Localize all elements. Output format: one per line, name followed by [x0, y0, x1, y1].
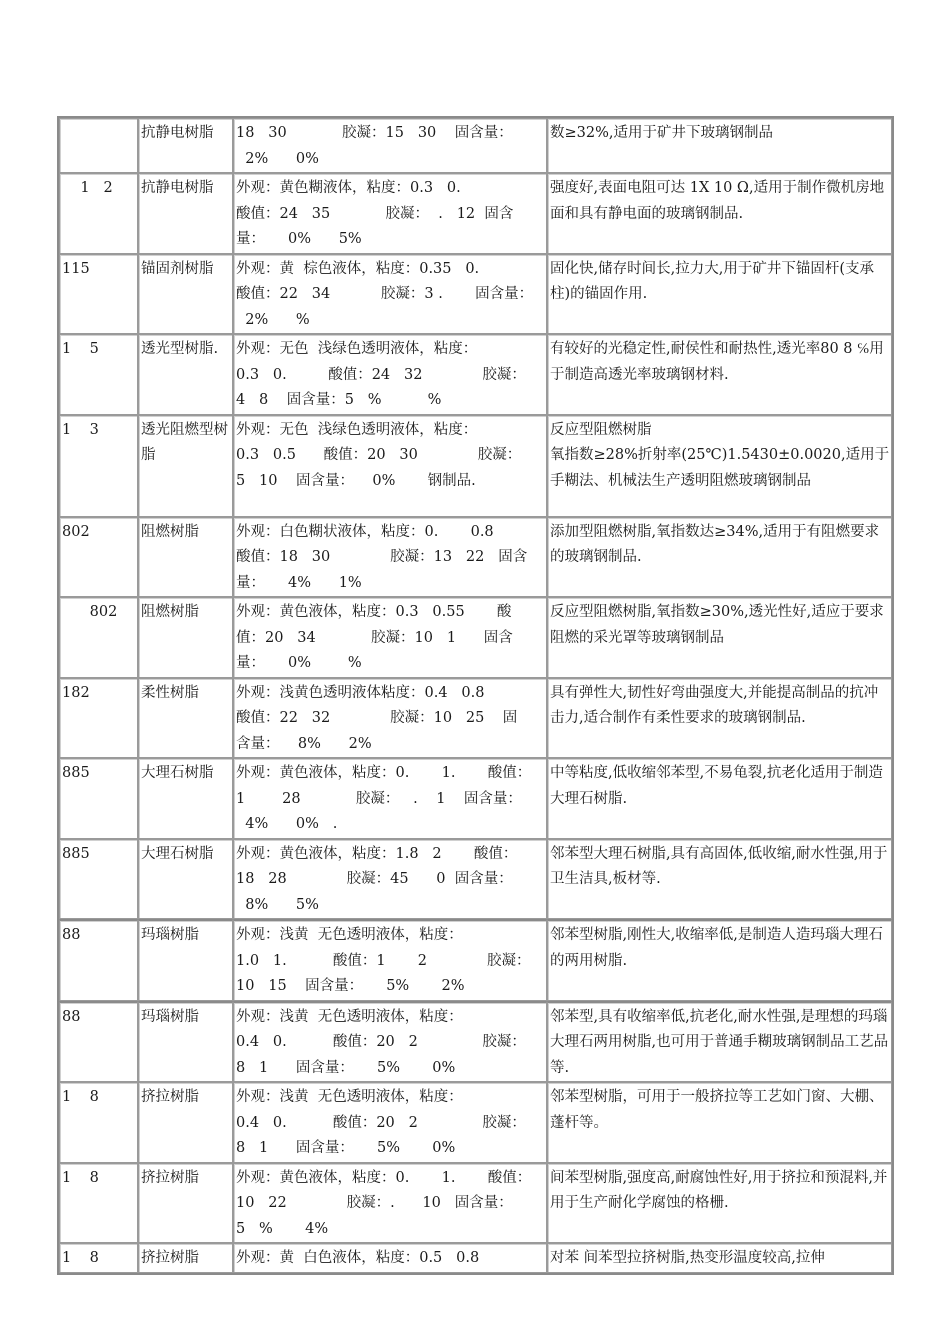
- table-row: [59, 1082, 892, 1163]
- table-row: [59, 678, 892, 759]
- spec-cell: 外观：黄 棕色液体，粘度：0.35 0. 酸值：22 34 胶凝：3 . 固含量： 2% %: [233, 254, 547, 335]
- resin-name-cell: 挤拉树脂: [138, 1243, 233, 1273]
- table-row: [59, 334, 892, 415]
- description-cell: 固化快,储存时间长,拉力大,用于矿井下锚固杆(支承柱)的锚固作用.: [547, 254, 892, 335]
- description-cell: 邻苯型树脂,刚性大,收缩率低,是制造人造玛瑙大理石的两用树脂.: [547, 919, 892, 1001]
- spec-cell: 外观：黄 白色液体，粘度：0.5 0.8: [233, 1243, 547, 1273]
- model-code-cell: 1 8: [59, 1082, 138, 1163]
- resin-name-cell: 阻燃树脂: [138, 597, 233, 678]
- description-cell: 强度好,表面电阻可达 1X 10 Ω,适用于制作微机房地面和具有静电面的玻璃钢制品.: [547, 173, 892, 254]
- description-cell: 具有弹性大,韧性好弯曲强度大,并能提高制品的抗冲击力,适合制作有柔性要求的玻璃钢制品.: [547, 678, 892, 759]
- resin-name-cell: 挤拉树脂: [138, 1163, 233, 1244]
- description-cell: 邻苯型树脂，可用于一般挤拉等工艺如门窗、大棚、蓬杆等。: [547, 1082, 892, 1163]
- spec-cell: 18 30 胶凝：15 30 固含量： 2% 0%: [233, 118, 547, 173]
- model-code-cell: 1 5: [59, 334, 138, 415]
- model-code-cell: 1 2: [59, 173, 138, 254]
- resin-name-cell: 锚固剂树脂: [138, 254, 233, 335]
- spec-cell: 外观：浅黄 无色透明液体，粘度： 1.0 1. 酸值：1 2 胶凝： 10 15 固含量： 5% 2%: [233, 919, 547, 1001]
- spec-cell: 外观：黄色液体，粘度：1.8 2 酸值： 18 28 胶凝：45 0 固含量： 8% 5%: [233, 839, 547, 920]
- resin-name-cell: 透光阻燃型树脂: [138, 415, 233, 517]
- spec-cell: 外观：黄色液体，粘度：0. 1. 酸值： 1 28 胶凝： . 1 固含量： 4% 0% .: [233, 758, 547, 839]
- spec-cell: 外观：浅黄色透明液体粘度：0.4 0.8 酸值：22 32 胶凝：10 25 固 含量： 8% 2%: [233, 678, 547, 759]
- table-row: [59, 597, 892, 678]
- model-code-cell: 115: [59, 254, 138, 335]
- spec-cell: 外观：无色 浅绿色透明液体，粘度： 0.3 0.5 酸值：20 30 胶凝： 5 10 固含量： 0% 钢制品.: [233, 415, 547, 517]
- description-cell: 数≥32%,适用于矿井下玻璃钢制品: [547, 118, 892, 173]
- table-row: [59, 517, 892, 598]
- description-cell: 添加型阻燃树脂,氧指数达≥34%,适用于有阻燃要求的玻璃钢制品.: [547, 517, 892, 598]
- spec-cell: 外观：黄色糊液体，粘度：0.3 0. 酸值：24 35 胶凝： . 12 固含 量： 0% 5%: [233, 173, 547, 254]
- table-row: [59, 254, 892, 335]
- resin-name-cell: 挤拉树脂: [138, 1082, 233, 1163]
- table-row: [59, 118, 892, 173]
- model-code-cell: 802: [59, 517, 138, 598]
- table-row: [59, 415, 892, 517]
- model-code-cell: 182: [59, 678, 138, 759]
- model-code-cell: 1 3: [59, 415, 138, 517]
- spec-cell: 外观：黄色液体，粘度：0.3 0.55 酸 值：20 34 胶凝：10 1 固含 量： 0% %: [233, 597, 547, 678]
- spec-cell: 外观：浅黄 无色透明液体，粘度： 0.4 0. 酸值：20 2 胶凝： 8 1 固含量： 5% 0%: [233, 1082, 547, 1163]
- description-cell: 反应型阻燃树脂 氧指数≥28%折射率(25℃)1.5430±0.0020,适用于手糊法、机械法生产透明阻燃玻璃钢制品: [547, 415, 892, 517]
- resin-name-cell: 抗静电树脂: [138, 118, 233, 173]
- resin-name-cell: 柔性树脂: [138, 678, 233, 759]
- model-code-cell: 885: [59, 839, 138, 920]
- description-cell: 有较好的光稳定性,耐侯性和耐热性,透光率80 8 ℅用于制造高透光率玻璃钢材料.: [547, 334, 892, 415]
- spec-cell: 外观：浅黄 无色透明液体，粘度： 0.4 0. 酸值：20 2 胶凝： 8 1 固含量： 5% 0%: [233, 1001, 547, 1083]
- description-cell: 间苯型树脂,强度高,耐腐蚀性好,用于挤拉和预混料,并用于生产耐化学腐蚀的格栅.: [547, 1163, 892, 1244]
- table-row: [59, 1001, 892, 1083]
- description-cell: 反应型阻燃树脂,氧指数≥30%,透光性好,适应于要求阻燃的采光罩等玻璃钢制品: [547, 597, 892, 678]
- model-code-cell: 885: [59, 758, 138, 839]
- resin-name-cell: 大理石树脂: [138, 839, 233, 920]
- description-cell: 对苯 间苯型拉挤树脂,热变形温度较高,拉伸: [547, 1243, 892, 1273]
- resin-spec-table: [57, 116, 894, 1275]
- model-code-cell: 1 8: [59, 1243, 138, 1273]
- spec-cell: 外观：无色 浅绿色透明液体，粘度： 0.3 0. 酸值：24 32 胶凝： 4 8 固含量：5 % %: [233, 334, 547, 415]
- table-row: [59, 173, 892, 254]
- table-row: [59, 919, 892, 1001]
- model-code-cell: 1 8: [59, 1163, 138, 1244]
- model-code-cell: 802: [59, 597, 138, 678]
- description-cell: 邻苯型大理石树脂,具有高固体,低收缩,耐水性强,用于卫生洁具,板材等.: [547, 839, 892, 920]
- resin-name-cell: 抗静电树脂: [138, 173, 233, 254]
- model-code-cell: [59, 118, 138, 173]
- spec-cell: 外观：白色糊状液体，粘度：0. 0.8 酸值：18 30 胶凝：13 22 固含 量： 4% 1%: [233, 517, 547, 598]
- model-code-cell: 88: [59, 1001, 138, 1083]
- model-code-cell: 88: [59, 919, 138, 1001]
- resin-name-cell: 阻燃树脂: [138, 517, 233, 598]
- table-row: [59, 839, 892, 920]
- description-cell: 邻苯型,具有收缩率低,抗老化,耐水性强,是理想的玛瑙大理石两用树脂,也可用于普通手糊玻璃钢制品工艺品等.: [547, 1001, 892, 1083]
- table-row: [59, 758, 892, 839]
- table-row: [59, 1163, 892, 1244]
- resin-name-cell: 大理石树脂: [138, 758, 233, 839]
- table-row: [59, 1243, 892, 1273]
- resin-name-cell: 玛瑙树脂: [138, 1001, 233, 1083]
- spec-cell: 外观：黄色液体，粘度：0. 1. 酸值： 10 22 胶凝：. 10 固含量： 5 % 4%: [233, 1163, 547, 1244]
- resin-name-cell: 玛瑙树脂: [138, 919, 233, 1001]
- description-cell: 中等粘度,低收缩邻苯型,不易龟裂,抗老化适用于制造大理石树脂.: [547, 758, 892, 839]
- resin-name-cell: 透光型树脂.: [138, 334, 233, 415]
